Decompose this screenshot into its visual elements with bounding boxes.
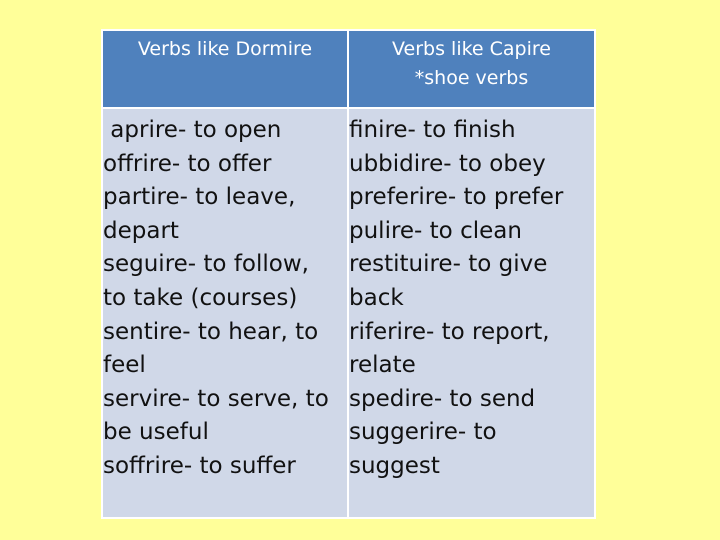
capire-verb-line: relate: [349, 352, 416, 379]
dormire-verb-line: sentire- to hear, to: [103, 318, 319, 345]
capire-verb-line: suggerire- to: [349, 419, 497, 446]
dormire-verb-line: aprire- to open: [103, 117, 282, 143]
dormire-verb-line: seguire- to follow,: [103, 251, 309, 278]
header-capire-title: Verbs like Capire: [392, 38, 551, 60]
capire-verb-line: restituire- to give: [349, 251, 548, 278]
capire-verb-line: spedire- to send: [349, 385, 536, 412]
dormire-verb-line: soffrire- to suffer: [103, 452, 296, 479]
header-dormire: [102, 30, 348, 108]
header-row: [102, 30, 595, 108]
dormire-verb-line: servire- to serve, to: [103, 385, 329, 412]
dormire-verb-line: depart: [103, 217, 179, 244]
dormire-verb-line: partire- to leave,: [103, 184, 296, 211]
dormire-verb-line: feel: [103, 352, 146, 379]
header-dormire-title: Verbs like Dormire: [137, 38, 313, 60]
capire-verb-line: back: [349, 284, 404, 311]
header-capire-subtitle: *shoe verbs: [414, 67, 529, 89]
capire-verb-line: ubbidire- to obey: [349, 150, 546, 177]
dormire-verb-line: to take (courses): [103, 284, 298, 311]
capire-verb-line: finire- to finish: [349, 117, 516, 143]
capire-verb-line: suggest: [349, 452, 440, 479]
header-capire: [348, 30, 595, 108]
capire-verb-line: pulire- to clean: [349, 217, 522, 244]
body-row: [102, 108, 595, 518]
verbs-table: [101, 29, 596, 519]
dormire-verbs-cell: [102, 108, 348, 518]
dormire-verb-line: offrire- to offer: [103, 150, 272, 177]
capire-verbs-cell: [348, 108, 595, 518]
capire-verb-line: preferire- to prefer: [349, 184, 564, 211]
capire-verb-line: riferire- to report,: [349, 318, 550, 345]
dormire-verb-line: be useful: [103, 419, 209, 446]
